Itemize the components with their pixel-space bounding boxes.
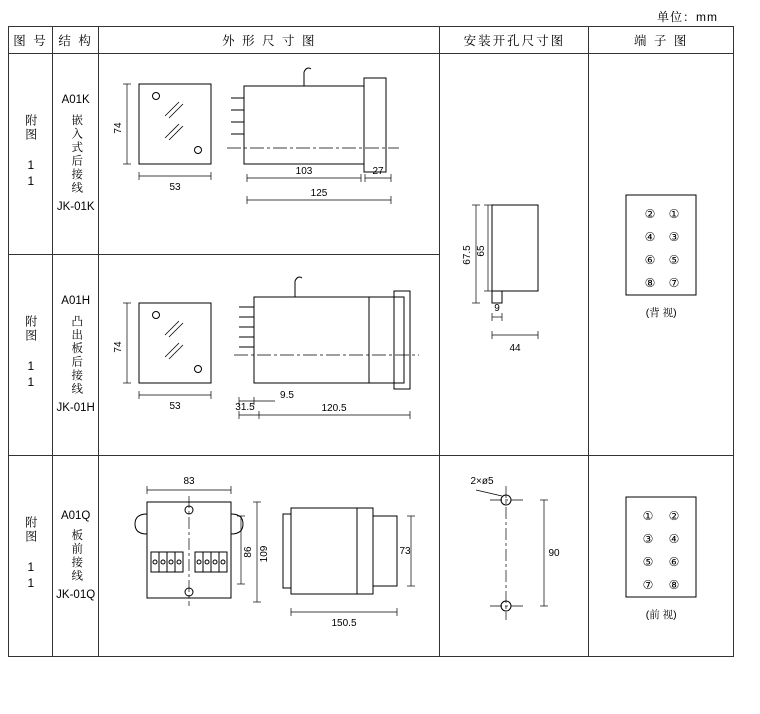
header-structure: 结 构 bbox=[53, 27, 99, 54]
svg-text:①: ① bbox=[642, 508, 654, 523]
structure-code-top-2: A01H bbox=[61, 295, 91, 308]
dim-125-row1: 125 bbox=[311, 188, 328, 199]
hole-drawing-1 bbox=[440, 55, 588, 455]
table-row bbox=[9, 456, 734, 657]
svg-text:⑧: ⑧ bbox=[644, 276, 656, 290]
table-row bbox=[9, 54, 734, 255]
structure-middle-1: 嵌入式后接线 bbox=[70, 113, 83, 195]
fig-no-cell-2 bbox=[9, 255, 53, 456]
dim-53-row2: 53 bbox=[169, 401, 181, 412]
structure-code-bottom-1: JK-01K bbox=[56, 200, 95, 213]
terminal-caption-1: (背 视) bbox=[645, 307, 677, 319]
structure-code-top-1: A01K bbox=[61, 94, 90, 107]
outline-drawing-cell-1 bbox=[99, 54, 440, 255]
dim-27-row1: 27 bbox=[372, 166, 384, 177]
dim-53-row1: 53 bbox=[169, 182, 181, 193]
hole-drawing-3 bbox=[440, 456, 588, 656]
structure-cell-1 bbox=[53, 54, 99, 255]
svg-text:⑥: ⑥ bbox=[668, 554, 680, 569]
dim-120-5: 120.5 bbox=[321, 403, 347, 414]
svg-text:②: ② bbox=[668, 508, 680, 523]
dim-67-5: 67.5 bbox=[462, 244, 474, 265]
outline-drawing-1 bbox=[99, 54, 439, 254]
fig-no-cell-3 bbox=[9, 456, 53, 657]
dim-9-5: 9.5 bbox=[280, 390, 295, 401]
svg-text:③: ③ bbox=[668, 230, 680, 244]
structure-cell-2 bbox=[53, 255, 99, 456]
dim-109: 109 bbox=[259, 545, 271, 563]
svg-text:④: ④ bbox=[668, 531, 680, 546]
dim-2x-o5: 2×ø5 bbox=[470, 476, 494, 487]
table-header-row bbox=[9, 27, 734, 54]
structure-cell-3 bbox=[53, 456, 99, 657]
outline-drawing-2 bbox=[99, 255, 439, 455]
dim-74-row1: 74 bbox=[113, 122, 125, 134]
dimension-table bbox=[8, 26, 734, 657]
outline-drawing-3 bbox=[99, 456, 439, 656]
svg-text:⑧: ⑧ bbox=[668, 577, 680, 592]
svg-text:⑦: ⑦ bbox=[668, 276, 680, 290]
terminal-cell-3 bbox=[589, 456, 734, 657]
structure-middle-2: 凸出板后接线 bbox=[70, 314, 83, 396]
svg-text:①: ① bbox=[668, 207, 680, 221]
outline-drawing-cell-2 bbox=[99, 255, 440, 456]
hole-drawing-cell-1 bbox=[440, 54, 589, 456]
outline-drawing-cell-3 bbox=[99, 456, 440, 657]
dim-9: 9 bbox=[494, 302, 501, 314]
dim-31-5: 31.5 bbox=[235, 402, 256, 413]
dim-65: 65 bbox=[476, 244, 488, 257]
dim-86: 86 bbox=[243, 546, 255, 558]
dim-74-row2: 74 bbox=[113, 341, 125, 353]
fig-no-label-2: 附图 11 bbox=[23, 314, 38, 391]
header-outline-dim: 外 形 尺 寸 图 bbox=[99, 27, 440, 54]
terminal-diagram-3 bbox=[618, 491, 704, 603]
header-fig-no: 图 号 bbox=[9, 27, 53, 54]
svg-text:②: ② bbox=[644, 207, 656, 221]
structure-code-bottom-2: JK-01H bbox=[56, 401, 95, 414]
dim-44: 44 bbox=[509, 342, 521, 354]
fig-no-label-1: 附图 11 bbox=[23, 113, 38, 190]
svg-text:⑤: ⑤ bbox=[668, 253, 680, 267]
svg-text:③: ③ bbox=[642, 531, 654, 546]
fig-no-label-3: 附图 11 bbox=[23, 515, 38, 592]
terminal-cell-1 bbox=[589, 54, 734, 456]
dim-83: 83 bbox=[183, 476, 195, 487]
unit-label: 单位：mm bbox=[657, 10, 718, 24]
dim-150-5: 150.5 bbox=[331, 618, 357, 629]
svg-text:④: ④ bbox=[644, 230, 656, 244]
dim-103-row1: 103 bbox=[296, 166, 313, 177]
header-terminal: 端 子 图 bbox=[589, 27, 734, 54]
header-hole-dim: 安装开孔尺寸图 bbox=[440, 27, 589, 54]
svg-text:⑦: ⑦ bbox=[642, 577, 654, 592]
svg-text:⑥: ⑥ bbox=[644, 253, 656, 267]
svg-text:⑤: ⑤ bbox=[642, 554, 654, 569]
terminal-diagram-1 bbox=[618, 189, 704, 301]
hole-drawing-cell-3 bbox=[440, 456, 589, 657]
terminal-caption-3: (前 视) bbox=[645, 608, 677, 621]
structure-code-bottom-3: JK-01Q bbox=[56, 589, 96, 601]
dim-90: 90 bbox=[548, 548, 560, 559]
dim-73: 73 bbox=[399, 546, 411, 557]
structure-middle-3: 板前接线 bbox=[70, 529, 83, 583]
fig-no-cell-1 bbox=[9, 54, 53, 255]
structure-code-top-3: A01Q bbox=[60, 509, 91, 522]
